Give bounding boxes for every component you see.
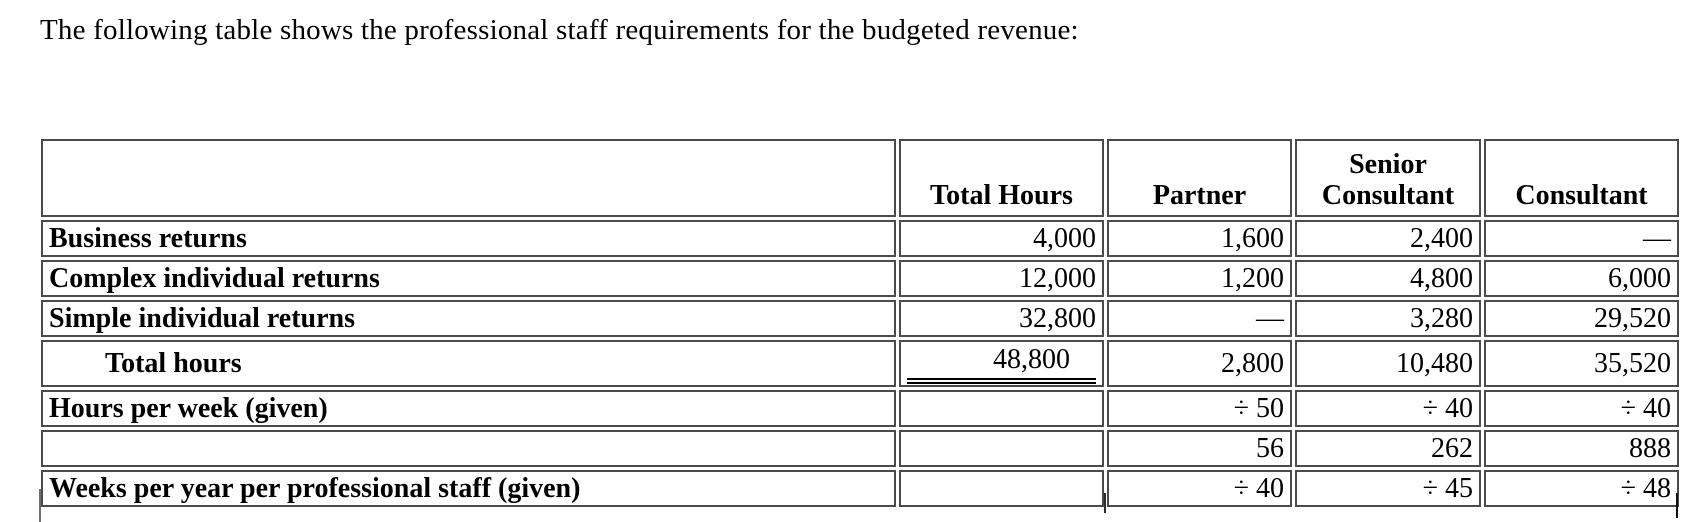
cell-total-hours [899, 430, 1104, 467]
cell-senior-consultant: 262 [1295, 430, 1481, 467]
cell-partner: 2,800 [1107, 340, 1292, 387]
header-empty [41, 139, 896, 217]
cell-partner: — [1107, 300, 1292, 337]
table-left-border-stub [39, 489, 41, 522]
table-partner-border-stub [1104, 493, 1106, 513]
cell-consultant: 35,520 [1484, 340, 1679, 387]
cell-consultant: 6,000 [1484, 260, 1679, 297]
row-label: Complex individual returns [41, 260, 896, 297]
cell-consultant: 888 [1484, 430, 1679, 467]
header-row [41, 139, 1679, 217]
row-staff-per-week-result [41, 430, 1679, 467]
row-label: Hours per week (given) [41, 390, 896, 427]
intro-text: The following table shows the professional staff requirements for the budgeted revenue: [40, 14, 1079, 46]
cell-partner: ÷ 50 [1107, 390, 1292, 427]
cell-partner: 1,600 [1107, 220, 1292, 257]
cell-consultant: — [1484, 220, 1679, 257]
row-label: Business returns [41, 220, 896, 257]
cell-total-hours: 32,800 [899, 300, 1104, 337]
cell-senior-consultant: ÷ 40 [1295, 390, 1481, 427]
cell-consultant: 29,520 [1484, 300, 1679, 337]
cell-partner: 56 [1107, 430, 1292, 467]
cell-partner: ÷ 40 [1107, 470, 1292, 507]
cell-consultant: ÷ 40 [1484, 390, 1679, 427]
double-underlined-total: 48,800 [907, 343, 1096, 384]
row-label: Total hours [41, 340, 896, 387]
header-consultant: Consultant [1484, 139, 1679, 217]
cell-senior-consultant: 3,280 [1295, 300, 1481, 337]
cell-senior-consultant: ÷ 45 [1295, 470, 1481, 507]
row-simple-individual-returns [41, 300, 1679, 337]
row-business-returns [41, 220, 1679, 257]
cell-total-hours: 4,000 [899, 220, 1104, 257]
cell-total-hours [899, 470, 1104, 507]
row-complex-individual-returns [41, 260, 1679, 297]
header-senior-consultant: Senior Consultant [1295, 139, 1481, 217]
cell-total-hours [899, 340, 1104, 387]
row-label: Simple individual returns [41, 300, 896, 337]
cell-total-hours [899, 390, 1104, 427]
cell-senior-consultant: 2,400 [1295, 220, 1481, 257]
staff-requirements-table [38, 136, 1682, 510]
table-right-border-stub [1676, 493, 1678, 518]
cell-senior-consultant: 10,480 [1295, 340, 1481, 387]
header-total-hours: Total Hours [899, 139, 1104, 217]
header-partner: Partner [1107, 139, 1292, 217]
row-total-hours [41, 340, 1679, 387]
cell-partner: 1,200 [1107, 260, 1292, 297]
row-weeks-per-year [41, 470, 1679, 507]
row-label: Weeks per year per professional staff (given) [41, 470, 896, 507]
row-label [41, 430, 896, 467]
cell-consultant: ÷ 48 [1484, 470, 1679, 507]
row-hours-per-week [41, 390, 1679, 427]
cell-total-hours: 12,000 [899, 260, 1104, 297]
cell-senior-consultant: 4,800 [1295, 260, 1481, 297]
